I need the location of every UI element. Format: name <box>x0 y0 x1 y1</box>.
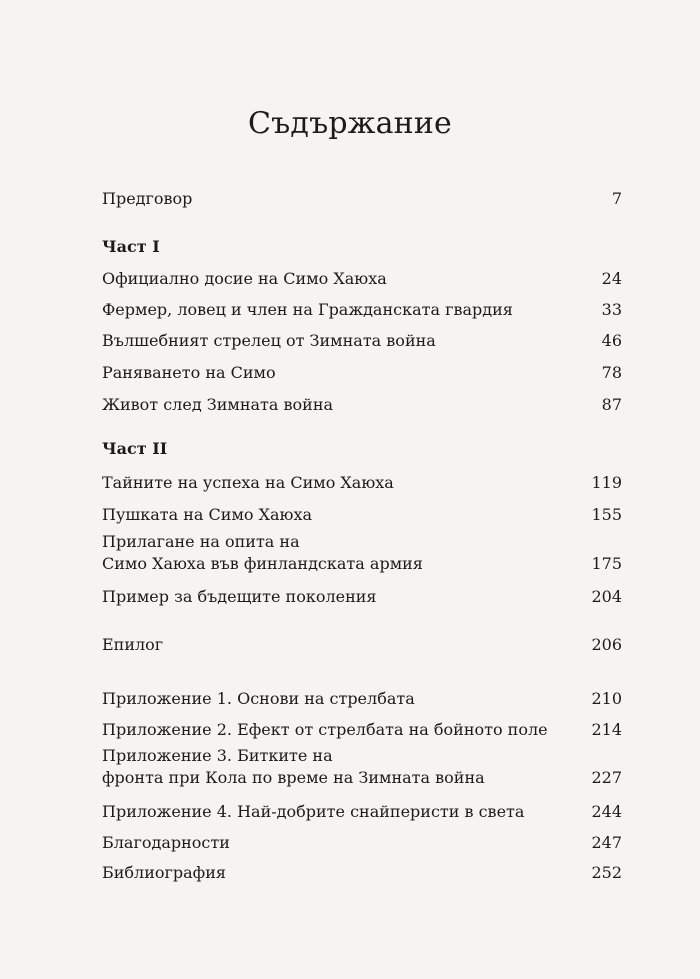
toc-entry-page: 252 <box>591 863 622 882</box>
toc-entry-page: 33 <box>601 300 622 319</box>
toc-entry <box>102 472 622 494</box>
toc-entry-label: Фермер, ловец и член на Гражданската гвардия <box>102 300 513 319</box>
toc-entry-label: Благодарности <box>102 833 230 852</box>
toc-entry-label-line: Приложение 3. Битките на <box>102 746 333 765</box>
toc-entry-preface <box>102 188 622 210</box>
toc-entry-label: Библиография <box>102 863 226 882</box>
toc-entry <box>102 394 622 416</box>
toc-entry-label: Приложение 1. Основи на стрелбата <box>102 689 415 708</box>
toc-entry <box>102 531 622 575</box>
toc-entry-label: Живот след Зимната война <box>102 395 334 414</box>
toc-entry-page: 204 <box>591 587 622 606</box>
toc-entry-label: Приложение 4. Най-добрите снайперисти в света <box>102 802 525 821</box>
toc-entry-label: Тайните на успеха на Симо Хаюха <box>102 473 394 492</box>
toc-entry <box>102 504 622 526</box>
toc-entry-page: 227 <box>591 768 622 787</box>
toc-entry <box>102 268 622 290</box>
toc-entry-page: 24 <box>601 269 622 288</box>
toc-entry <box>102 862 622 884</box>
toc-entry-label-line: фронта при Кола по време на Зимната война <box>102 768 485 787</box>
toc-entry-label <box>102 745 485 789</box>
toc-entry <box>102 688 622 710</box>
section-heading-part1: Част I <box>102 237 160 256</box>
toc-entry-page: 210 <box>591 689 622 708</box>
toc-entry <box>102 832 622 854</box>
toc-entry-page: 87 <box>601 395 622 414</box>
toc-entry-page: 7 <box>611 189 622 208</box>
toc-entry <box>102 330 622 352</box>
toc-entry-label <box>102 531 423 575</box>
toc-entry-page: 175 <box>591 554 622 573</box>
toc-entry-page: 78 <box>601 363 622 382</box>
toc-entry-label-line: Симо Хаюха във финландската армия <box>102 554 423 573</box>
toc-entry-label: Раняването на Симо <box>102 363 276 382</box>
toc-entry-epilogue <box>102 634 622 656</box>
page-title: Съдържание <box>247 106 453 141</box>
toc-entry-page: 155 <box>591 505 622 524</box>
toc-entry-page: 247 <box>591 833 622 852</box>
toc-entry <box>102 586 622 608</box>
toc-entry-label: Предговор <box>102 189 193 208</box>
toc-entry <box>102 362 622 384</box>
toc-entry-page: 119 <box>591 473 622 492</box>
section-heading-part2: Част II <box>102 439 168 458</box>
toc-entry-label: Пушката на Симо Хаюха <box>102 505 313 524</box>
toc-entry-label: Пример за бъдещите поколения <box>102 587 377 606</box>
toc-entry <box>102 719 622 741</box>
toc-entry-label: Вълшебният стрелец от Зимната война <box>102 331 436 350</box>
toc-entry-page: 206 <box>591 635 622 654</box>
toc-entry-label: Официално досие на Симо Хаюха <box>102 269 387 288</box>
toc-entry-page: 214 <box>591 720 622 739</box>
toc-entry <box>102 745 622 789</box>
toc-entry-page: 46 <box>601 331 622 350</box>
toc-entry <box>102 299 622 321</box>
toc-entry-page: 244 <box>591 802 622 821</box>
toc-entry-label-line: Прилагане на опита на <box>102 532 300 551</box>
toc-entry-label: Епилог <box>102 635 164 654</box>
toc-entry <box>102 801 622 823</box>
toc-entry-label: Приложение 2. Ефект от стрелбата на бойното поле <box>102 720 548 739</box>
